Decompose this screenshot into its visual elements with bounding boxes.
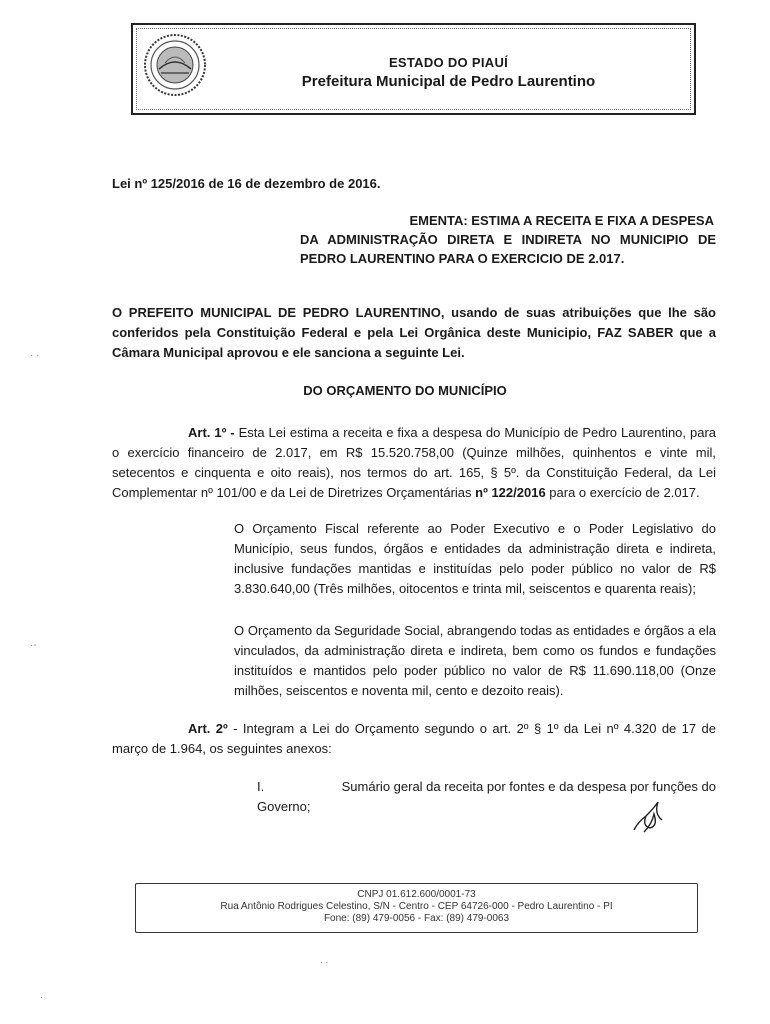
article-1-law-ref: nº 122/2016: [475, 485, 546, 500]
law-title: Lei nº 125/2016 de 16 de dezembro de 2016.: [112, 176, 381, 191]
footer-cnpj: CNPJ 01.612.600/0001-73: [357, 889, 476, 900]
footer-address: Rua Antônio Rodrigues Celestino, S/N - Centro - CEP 64726-000 - Pedro Laurentino - PI: [220, 901, 613, 912]
article-1: [112, 423, 716, 503]
annex-item-number: I.: [257, 779, 265, 794]
state-name: ESTADO DO PIAUÍ: [388, 55, 509, 70]
ementa-rest: DA ADMINISTRAÇÃO DIRETA E INDIRETA NO MUNICIPIO DE PEDRO LAURENTINO PARA O EXERCICIO DE 2.017.: [300, 232, 716, 266]
article-2-text: - Integram a Lei do Orçamento segundo o art. 2º § 1º da Lei nº 4.320 de 17 de março de 1.964, os seguintes anexos:: [112, 721, 716, 756]
annex-item-text-line2: Governo;: [257, 799, 311, 814]
footer-box: [135, 883, 698, 933]
article-1-text-b: para o exercício de 2.017.: [545, 485, 700, 500]
ementa: [300, 211, 716, 268]
scan-speck: · ·: [30, 350, 40, 361]
preamble: O PREFEITO MUNICIPAL DE PEDRO LAURENTINO, usando de suas atribuições que lhe são conferidos pela Constituição Federal e pela Lei Orgânica deste Municipio, FAZ SABER que a Câmara Municipal aprovou e ele sanciona a seguinte Lei.: [112, 305, 716, 360]
paragraph-social-security-budget: O Orçamento da Seguridade Social, abrangendo todas as entidades e órgãos a ela vinculados, da administração direta e indireta, bem como os fundos e fundações instituídos e mantidos pelo poder público no valor de R$ 11.690.118,00 (Onze milhões, seiscentos e noventa mil, cento e dezoito reais).: [234, 623, 716, 698]
article-1-label: Art. 1º -: [188, 425, 235, 440]
scan-speck: . .: [320, 955, 329, 966]
letterhead-box: [131, 23, 696, 115]
ementa-line1: EMENTA: ESTIMA A RECEITA E FIXA A DESPESA: [409, 213, 714, 228]
prefecture-name: Prefeitura Municipal de Pedro Laurentino: [301, 73, 596, 90]
article-2-label: Art. 2º: [188, 721, 228, 736]
signature-initials: [624, 800, 674, 836]
scan-speck: .: [40, 990, 43, 1001]
paragraph-fiscal-budget: O Orçamento Fiscal referente ao Poder Executivo e o Poder Legislativo do Município, seus fundos, órgãos e entidades da administração direta e indireta, inclusive fundações mantidas e instituídas pelo poder público no valor de R$ 3.830.640,00 (Três milhões, oitocentos e trinta mil, seiscentos e quarenta reais);: [234, 521, 716, 596]
article-2: [112, 719, 716, 759]
article-1-text-a: Esta Lei estima a receita e fixa a despesa do Município de Pedro Laurentino, para o exercício financeiro de 2.017, em R$ 15.520.758,00 (Quinze milhões, quinhentos e vinte mil, setecentos e cinquenta e oito reais), nos termos do art. 165, § 5º. da Constituição Federal, da Lei Complementar nº 101/00 e da Lei de Diretrizes Orçamentárias: [112, 425, 716, 500]
section-title: DO ORÇAMENTO DO MUNICÍPIO: [303, 383, 507, 398]
annex-item-text-line1: Sumário geral da receita por fontes e da despesa por funções do: [341, 779, 716, 794]
footer-phone: Fone: (89) 479-0056 - Fax: (89) 479-0063: [323, 913, 510, 924]
scan-speck: ·‑: [30, 640, 37, 651]
